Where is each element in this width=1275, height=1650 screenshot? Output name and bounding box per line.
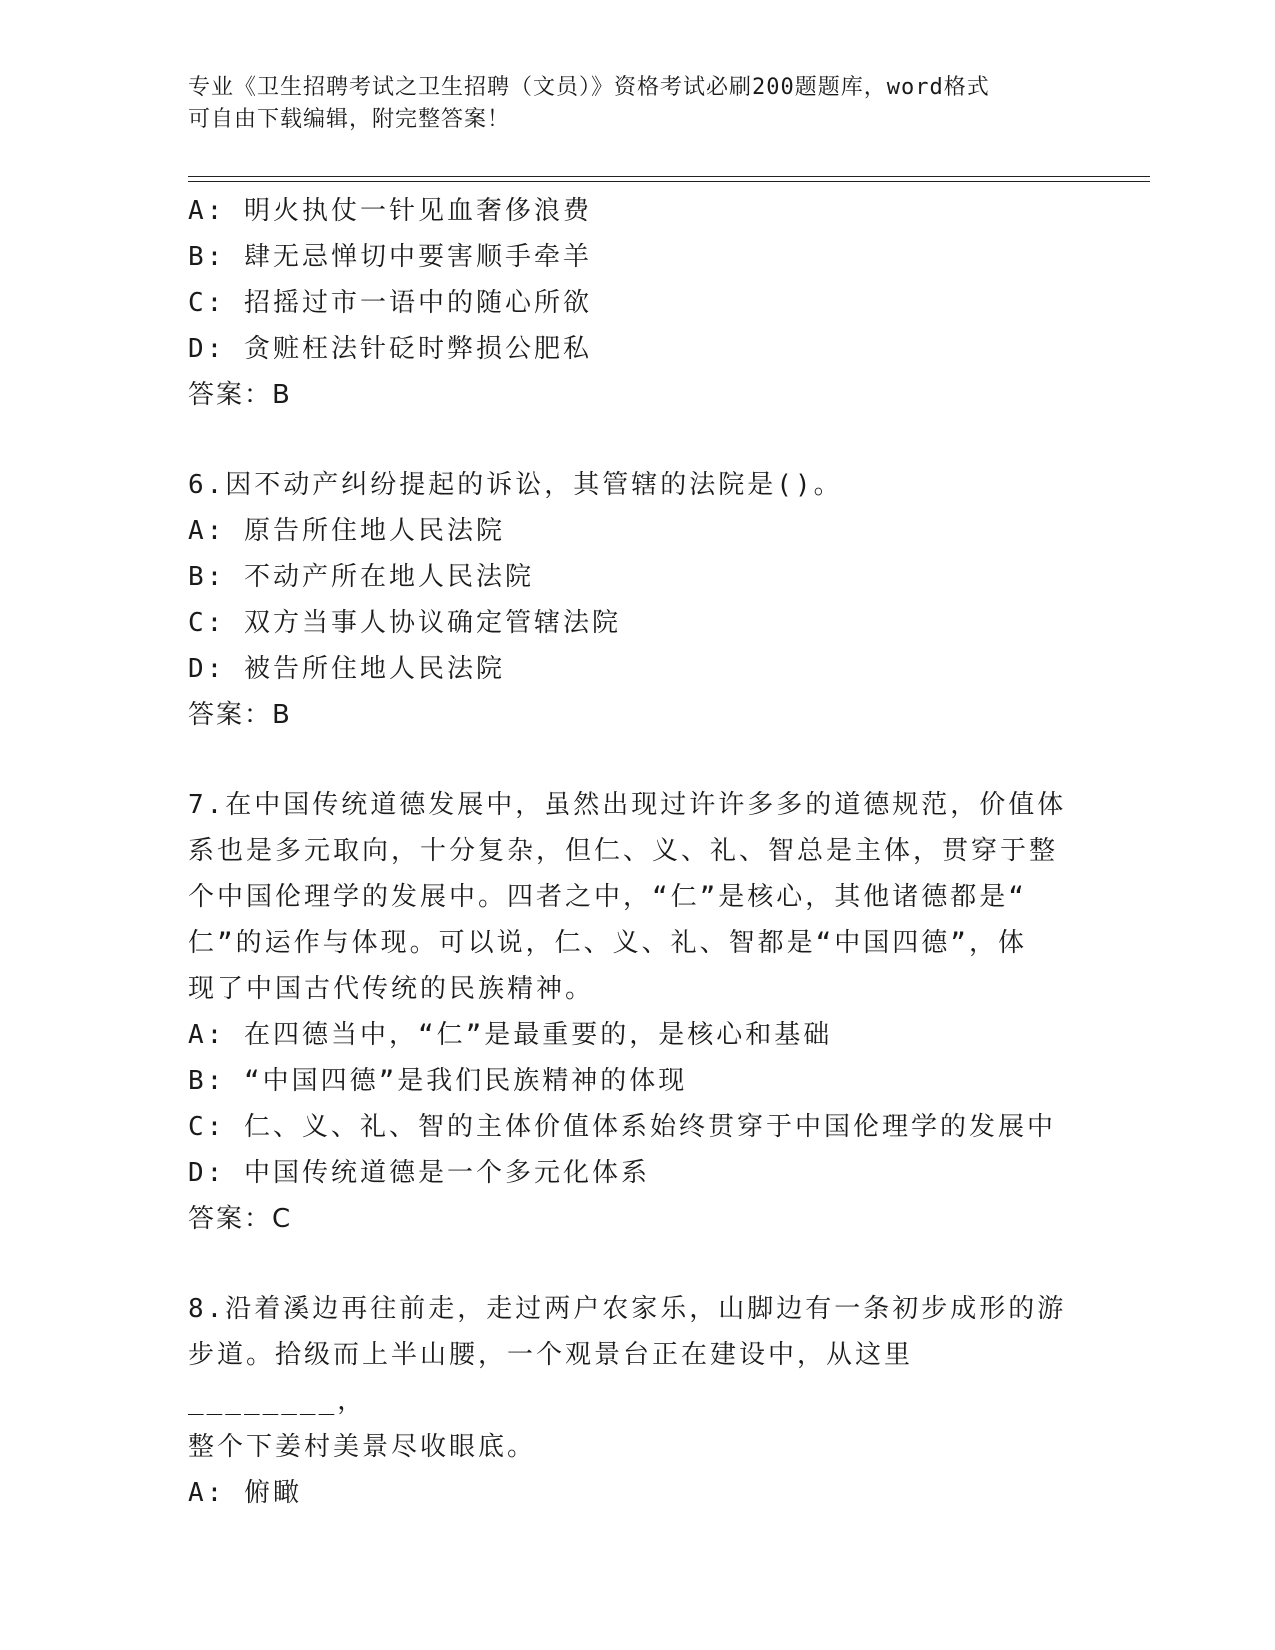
option-c: C: 仁、义、礼、智的主体价值体系始终贯穿于中国伦理学的发展中	[188, 1112, 1056, 1142]
question-stem-line: 整个下姜村美景尽收眼底。	[188, 1432, 537, 1462]
option-c: C: 双方当事人协议确定管辖法院	[188, 608, 621, 638]
option-b: B: 肆无忌惮切中要害顺手牵羊	[188, 242, 592, 272]
question-6	[188, 462, 1068, 738]
question-stem-line: 系也是多元取向，十分复杂，但仁、义、礼、智总是主体，贯穿于整	[188, 836, 1059, 866]
answer-line: 答案：B	[188, 380, 292, 410]
question-7	[188, 782, 1068, 1242]
option-d: D: 中国传统道德是一个多元化体系	[188, 1158, 650, 1188]
option-a: A: 俯瞰	[188, 1478, 302, 1508]
question-5	[188, 188, 1068, 418]
header-title-line-2: 可自由下载编辑，附完整答案！	[188, 107, 511, 132]
option-a: A: 在四德当中，“仁”是最重要的，是核心和基础	[188, 1020, 833, 1050]
question-stem: 6.因不动产纠纷提起的诉讼，其管辖的法院是()。	[188, 470, 843, 500]
option-b: B: “中国四德”是我们民族精神的体现	[188, 1066, 688, 1096]
option-c: C: 招摇过市一语中的随心所欲	[188, 288, 592, 318]
spacer	[188, 1242, 1068, 1286]
question-stem-line: 个中国伦理学的发展中。四者之中，“仁”是核心，其他诸德都是“	[188, 882, 1027, 912]
question-8	[188, 1286, 1068, 1516]
spacer	[188, 418, 1068, 462]
question-content	[188, 188, 1068, 1516]
option-b: B: 不动产所在地人民法院	[188, 562, 534, 592]
question-stem-line: 7.在中国传统道德发展中，虽然出现过许许多多的道德规范，价值体	[188, 790, 1067, 820]
question-stem-line: 步道。拾级而上半山腰，一个观景台正在建设中，从这里________，	[188, 1340, 914, 1416]
option-d: D: 贪赃枉法针砭时弊损公肥私	[188, 334, 592, 364]
option-a: A: 原告所住地人民法院	[188, 516, 505, 546]
question-stem-line: 8.沿着溪边再往前走，走过两户农家乐，山脚边有一条初步成形的游	[188, 1294, 1067, 1324]
option-d: D: 被告所住地人民法院	[188, 654, 505, 684]
question-stem-line: 现了中国古代传统的民族精神。	[188, 974, 595, 1004]
answer-line: 答案：B	[188, 700, 292, 730]
header-divider-top	[188, 176, 1150, 177]
option-a: A: 明火执仗一针见血奢侈浪费	[188, 196, 592, 226]
spacer	[188, 738, 1068, 782]
header-title-line-1: 专业《卫生招聘考试之卫生招聘（文员）》资格考试必刷200题题库，word格式	[188, 75, 990, 100]
question-stem-line: 仁”的运作与体现。可以说，仁、义、礼、智都是“中国四德”，体	[188, 928, 1027, 958]
document-header	[188, 72, 1088, 136]
header-divider-bottom	[188, 181, 1150, 182]
answer-line: 答案：C	[188, 1204, 293, 1234]
